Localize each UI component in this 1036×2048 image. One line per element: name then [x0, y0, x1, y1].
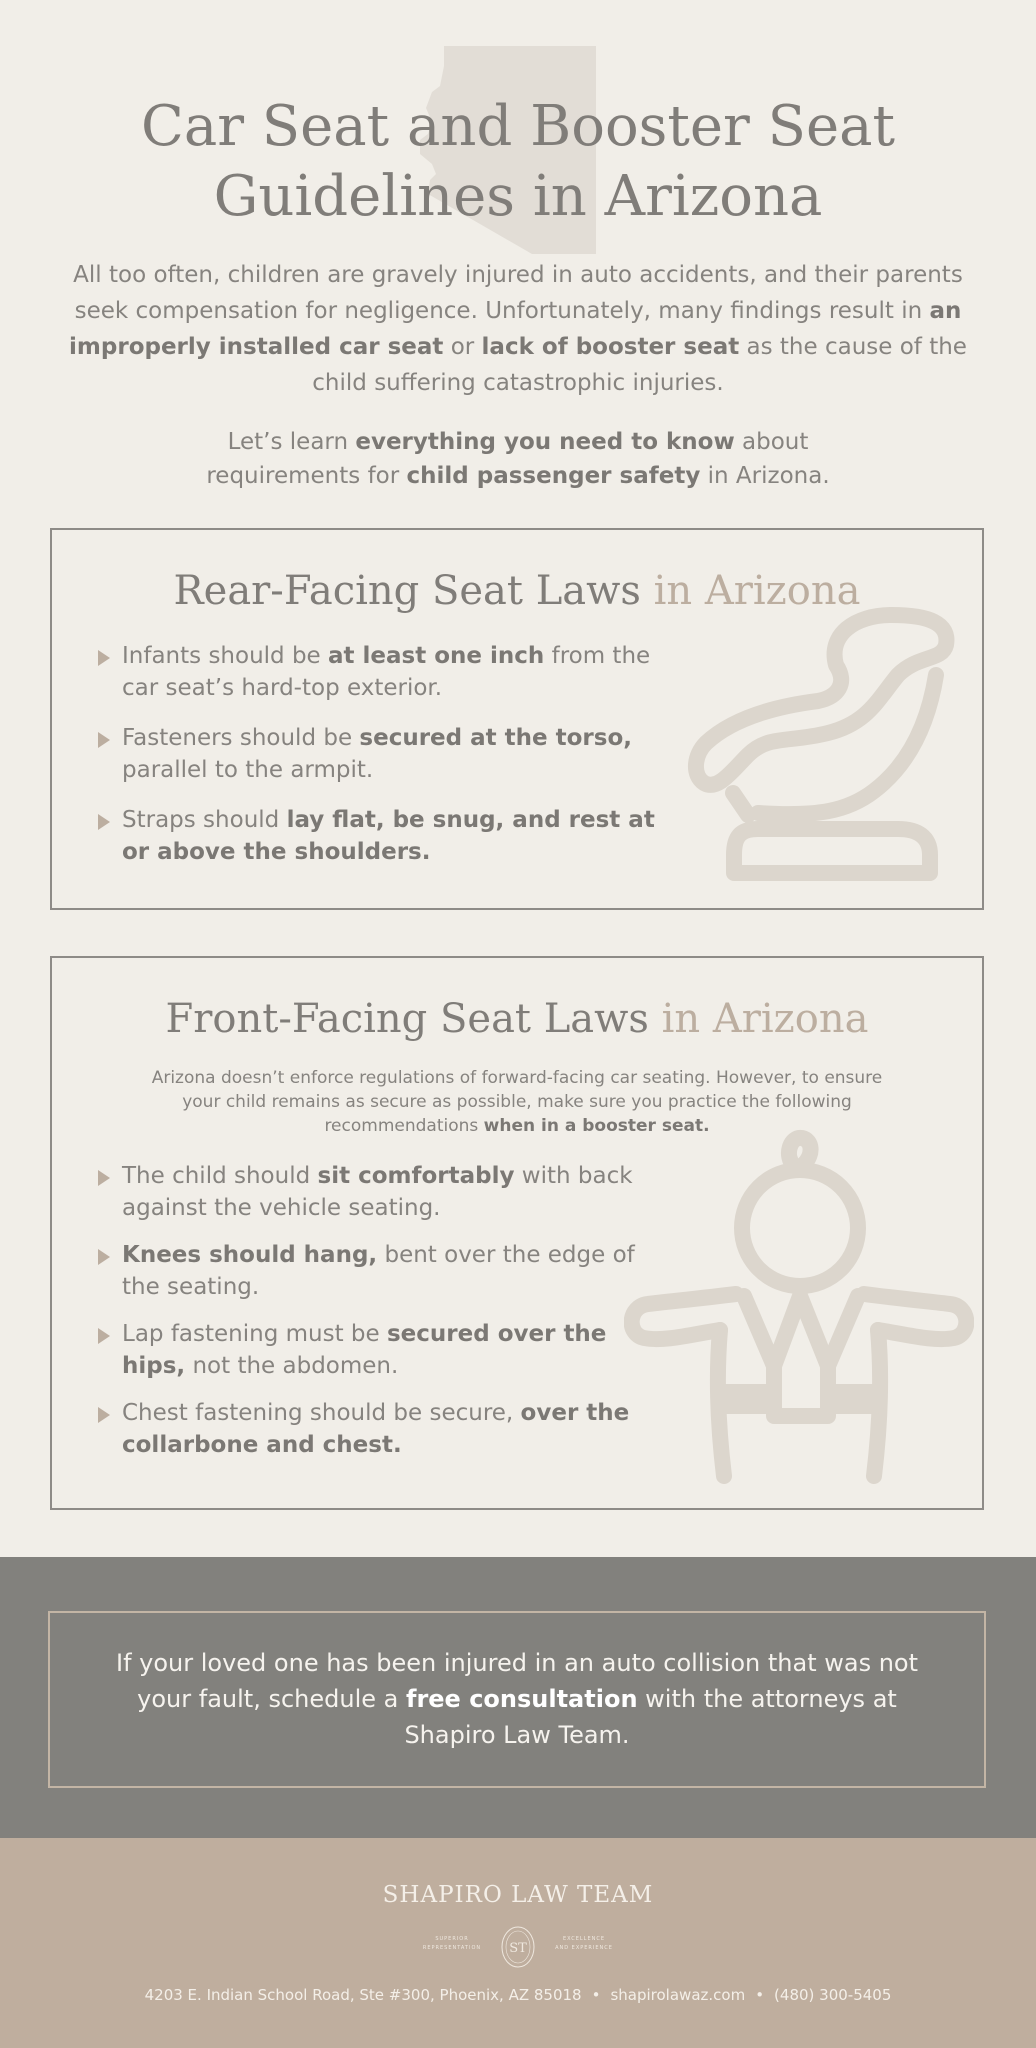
sub-bold: when in a booster seat.: [483, 1116, 710, 1136]
seal-left-caption: [412, 1935, 492, 1953]
footer: [0, 1838, 1036, 2048]
triangle-bullet-icon: [98, 1407, 110, 1423]
item-bold: lay flat, be snug, and rest at or above the shoulders.: [122, 807, 655, 865]
item-text: Fasteners should be: [122, 725, 360, 751]
title-line-1: Car Seat and Booster Seat: [140, 94, 896, 159]
triangle-bullet-icon: [98, 1249, 110, 1265]
phone-link[interactable]: (480) 300-5405: [774, 1986, 892, 2004]
item-text: Infants should be: [122, 643, 329, 669]
car-seat-icon: [678, 605, 978, 905]
rear-facing-list: [98, 640, 658, 886]
item-text: not the abdomen.: [185, 1353, 399, 1379]
item-bold: secured at the torso,: [359, 725, 632, 751]
list-item: [98, 722, 658, 786]
item-text: Lap fastening must be: [122, 1321, 387, 1347]
triangle-bullet-icon: [98, 1328, 110, 1344]
front-facing-section: [50, 956, 984, 1510]
front-title-text: Front-Facing Seat Laws: [165, 996, 662, 1042]
seal-mark: ST: [509, 1941, 527, 1956]
list-item: [98, 1397, 658, 1461]
front-facing-title: [52, 996, 982, 1042]
list-item: [98, 804, 658, 868]
child-booster-icon: [624, 1126, 974, 1488]
title-line-2: Guidelines in Arizona: [213, 164, 823, 229]
item-text: from the car seat’s hard-top exterior.: [122, 643, 651, 701]
cta-bold[interactable]: free consultation: [406, 1685, 638, 1713]
item-bold: Knees should hang,: [122, 1242, 378, 1268]
lead-bold: child passenger safety: [406, 463, 701, 489]
cta-text-part: If your loved one has been injured in an auto collision that was not your fault, schedule a: [115, 1649, 919, 1713]
lead-paragraph: [160, 425, 876, 493]
item-bold: sit comfortably: [317, 1163, 515, 1189]
address-text: 4203 E. Indian School Road, Ste #300, Phoenix, AZ 85018: [144, 1986, 582, 2004]
separator-dot: •: [591, 1986, 601, 2004]
item-text: bent over the edge of the seating.: [122, 1242, 635, 1300]
intro-text: or: [443, 334, 482, 360]
cta-band: [0, 1557, 1036, 1838]
front-facing-list: [98, 1160, 658, 1476]
item-bold: at least one inch: [328, 643, 545, 669]
triangle-bullet-icon: [98, 1170, 110, 1186]
intro-text: as the cause of the child suffering catastrophic injuries.: [312, 334, 967, 396]
lead-text: in Arizona.: [700, 463, 830, 489]
cta-box: [48, 1611, 986, 1788]
separator-dot: •: [755, 1986, 765, 2004]
intro-bold: lack of booster seat: [481, 334, 740, 360]
sub-text: Arizona doesn’t enforce regulations of forward-facing car seating. However, to ensure your child remains as secure as possible, make sure you practice the following recommendations: [151, 1068, 883, 1136]
seal-caption-line: EXCELLENCE: [563, 1936, 605, 1942]
seal-caption-line: AND EXPERIENCE: [555, 1945, 613, 1951]
cta-text-part: with the attorneys at Shapiro Law Team.: [404, 1685, 897, 1749]
seal-right-caption: [544, 1935, 624, 1953]
seal-caption-line: REPRESENTATION: [422, 1945, 482, 1951]
triangle-bullet-icon: [98, 650, 110, 666]
list-item: [98, 1318, 658, 1382]
brand-name: SHAPIRO LAW TEAM: [382, 1882, 654, 1908]
intro-paragraph: [60, 257, 976, 401]
item-text: The child should: [122, 1163, 318, 1189]
intro-bold: an improperly installed car seat: [69, 298, 962, 360]
item-bold: over the collarbone and chest.: [122, 1400, 630, 1458]
item-bold: secured over the hips,: [122, 1321, 607, 1379]
list-item: [98, 640, 658, 704]
page-title: [0, 92, 1036, 232]
law-team-seal-logo: [500, 1925, 536, 1969]
list-item: [98, 1239, 658, 1303]
seal-caption-line: SUPERIOR: [435, 1936, 469, 1942]
website-link[interactable]: shapirolawaz.com: [610, 1986, 746, 2004]
cta-text: [110, 1645, 924, 1753]
lead-text: Let’s learn: [227, 429, 356, 455]
triangle-bullet-icon: [98, 814, 110, 830]
lead-bold: everything you need to know: [355, 429, 735, 455]
front-title-accent: in Arizona: [661, 996, 869, 1042]
triangle-bullet-icon: [98, 732, 110, 748]
rear-facing-section: [50, 528, 984, 910]
item-text: Straps should: [122, 807, 287, 833]
rear-title-text: Rear-Facing Seat Laws: [173, 568, 654, 614]
list-item: [98, 1160, 658, 1224]
item-text: parallel to the armpit.: [122, 757, 374, 783]
rear-title-accent: in Arizona: [653, 568, 861, 614]
contact-line: [0, 1986, 1036, 2004]
item-text: Chest fastening should be secure,: [122, 1400, 521, 1426]
intro-text: All too often, children are gravely injured in auto accidents, and their parents seek compensation for negligence. Unfortunately, many findings result in: [73, 262, 963, 324]
seal-row: [0, 1925, 1036, 1969]
lead-text: about requirements for: [206, 429, 809, 489]
item-text: with back against the vehicle seating.: [122, 1163, 633, 1221]
